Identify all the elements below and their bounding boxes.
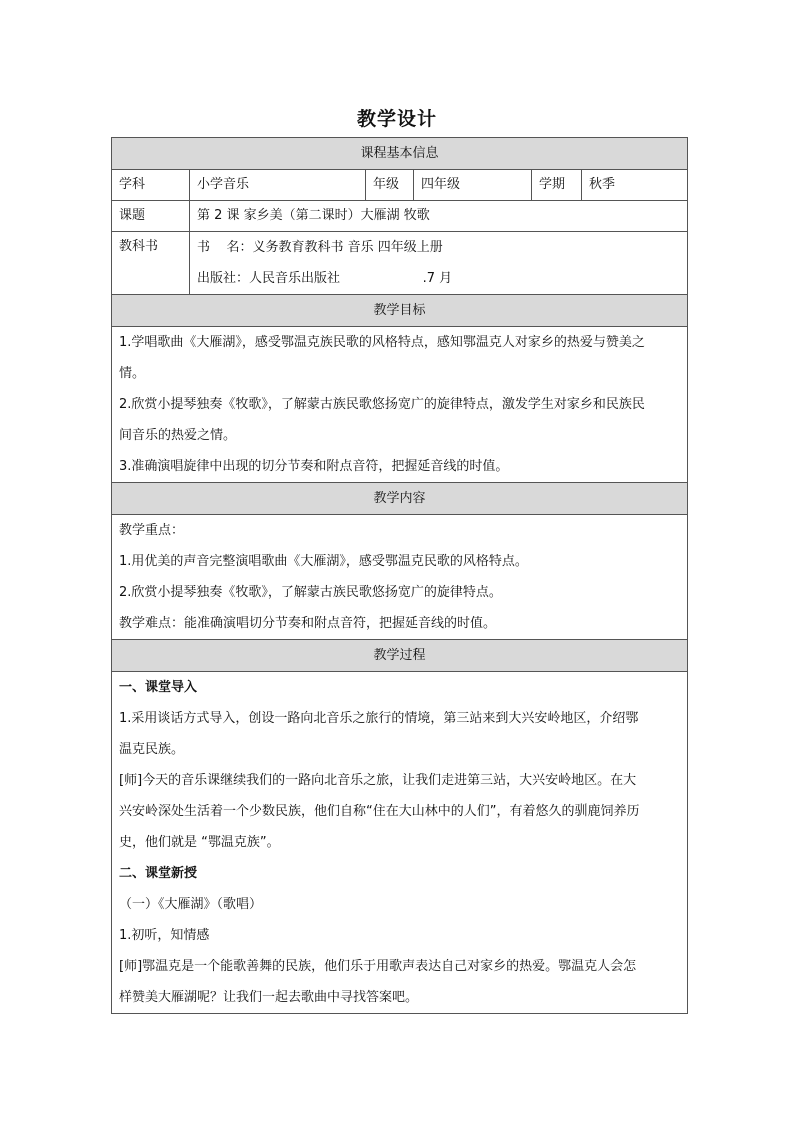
objectives-cell [112, 327, 688, 483]
section-header-process: 教学过程 [112, 640, 688, 672]
objective-line: 1.学唱歌曲《大雁湖》，感受鄂温克族民歌的风格特点，感知鄂温克人对家乡的热爱与赞美之 [119, 335, 645, 350]
publisher: 出版社：人民音乐出版社 .7 月 [197, 271, 453, 286]
textbook-row [112, 232, 688, 295]
objective-line: 3.准确演唱旋律中出现的切分节奏和附点音符，把握延音线的时值。 [119, 459, 509, 474]
section-header-content: 教学内容 [112, 483, 688, 515]
topic-value: 第 2 课 家乡美（第二课时）大雁湖 牧歌 [190, 201, 688, 232]
content-line: 教学重点： [119, 523, 185, 538]
section-header-objectives: 教学目标 [112, 295, 688, 327]
topic-label: 课题 [112, 201, 190, 232]
content-line: 2.欣赏小提琴独奏《牧歌》，了解蒙古族民歌悠扬宽广的旋律特点。 [119, 585, 502, 600]
process-line: 样赞美大雁湖呢？让我们一起去歌曲中寻找答案吧。 [119, 990, 419, 1005]
textbook-value [190, 232, 688, 295]
term-label: 学期 [532, 170, 582, 201]
content-line: 教学难点：能准确演唱切分节奏和附点音符，把握延音线的时值。 [119, 616, 497, 631]
subject-label: 学科 [112, 170, 190, 201]
objective-line: 2.欣赏小提琴独奏《牧歌》，了解蒙古族民歌悠扬宽广的旋律特点，激发学生对家乡和民族民 [119, 397, 645, 412]
textbook-label: 教科书 [112, 232, 190, 295]
section-row-process [112, 640, 688, 672]
content-row [112, 515, 688, 640]
process-line: [师]鄂温克是一个能歌善舞的民族，他们乐于用歌声表达自己对家乡的热爱。鄂温克人会怎 [119, 959, 637, 974]
process-heading-new: 二、课堂新授 [119, 866, 198, 881]
objective-line: 间音乐的热爱之情。 [119, 428, 237, 443]
process-line: 1.初听，知情感 [119, 928, 210, 943]
section-header-basic-info: 课程基本信息 [112, 138, 688, 170]
book-name: 书 名：义务教育教科书 音乐 四年级上册 [197, 240, 443, 255]
objectives-row [112, 327, 688, 483]
section-row-content [112, 483, 688, 515]
term-value: 秋季 [582, 170, 688, 201]
process-line: （一）《大雁湖》（歌唱） [119, 897, 263, 912]
section-row-basic-info [112, 138, 688, 170]
section-row-objectives [112, 295, 688, 327]
content-cell [112, 515, 688, 640]
process-line: [师]今天的音乐课继续我们的一路向北音乐之旅，让我们走进第三站，大兴安岭地区。在大 [119, 773, 637, 788]
objective-line: 情。 [119, 366, 146, 381]
process-cell [112, 672, 688, 1014]
process-row [112, 672, 688, 1014]
process-heading-intro: 一、课堂导入 [119, 680, 198, 695]
process-line: 1.采用谈话方式导入，创设一路向北音乐之旅行的情境，第三站来到大兴安岭地区，介绍鄂 [119, 711, 639, 726]
grade-label: 年级 [366, 170, 414, 201]
process-line: 史，他们就是 “鄂温克族”。 [119, 835, 280, 850]
subject-row [112, 170, 688, 201]
lesson-plan-table [111, 137, 688, 1014]
subject-value: 小学音乐 [190, 170, 366, 201]
process-line: 兴安岭深处生活着一个少数民族，他们自称“住在大山林中的人们”，有着悠久的驯鹿饲养历 [119, 804, 640, 819]
document-title: 教学设计 [356, 108, 437, 130]
topic-row [112, 201, 688, 232]
content-line: 1.用优美的声音完整演唱歌曲《大雁湖》，感受鄂温克民歌的风格特点。 [119, 554, 528, 569]
grade-value: 四年级 [414, 170, 532, 201]
process-line: 温克民族。 [119, 742, 185, 757]
